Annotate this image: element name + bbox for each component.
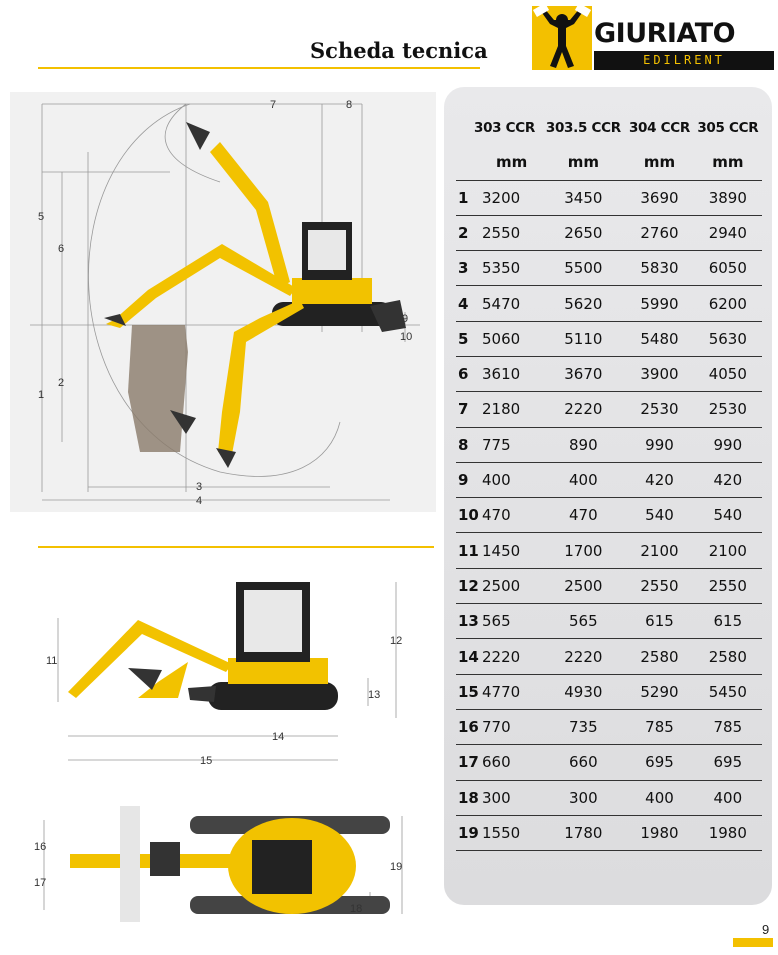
row-index: 15 — [456, 674, 482, 709]
dim-label-10: 10 — [400, 331, 413, 343]
table-row — [456, 815, 762, 850]
logo-subtitle: EDILRENT — [594, 51, 774, 70]
table-header-row — [456, 112, 762, 144]
value-cell: 4770 — [482, 674, 541, 709]
model-header: 304 CCR — [628, 120, 690, 136]
dim-label-9: 9 — [402, 313, 409, 325]
value-cell: 565 — [541, 604, 625, 639]
value-cell: 6050 — [694, 251, 762, 286]
row-index: 17 — [456, 745, 482, 780]
value-cell: 1980 — [625, 815, 693, 850]
value-cell: 470 — [541, 498, 625, 533]
value-cell: 420 — [694, 462, 762, 497]
table-row — [456, 427, 762, 462]
value-cell: 770 — [482, 709, 541, 744]
table-row — [456, 709, 762, 744]
table-row — [456, 392, 762, 427]
table-row — [456, 780, 762, 815]
value-cell: 660 — [541, 745, 625, 780]
value-cell: 5630 — [694, 321, 762, 356]
table-row — [456, 286, 762, 321]
unit-cell: mm — [694, 144, 762, 180]
value-cell: 990 — [625, 427, 693, 462]
value-cell: 2940 — [694, 215, 762, 250]
value-cell: 565 — [482, 604, 541, 639]
value-cell: 1780 — [541, 815, 625, 850]
dim-label-3: 3 — [196, 481, 203, 493]
page-number: 9 — [762, 922, 770, 937]
value-cell: 1980 — [694, 815, 762, 850]
row-index: 5 — [456, 321, 482, 356]
row-index: 7 — [456, 392, 482, 427]
value-cell: 5290 — [625, 674, 693, 709]
value-cell: 2500 — [482, 568, 541, 603]
dim-label-5: 5 — [38, 211, 45, 223]
row-index: 10 — [456, 498, 482, 533]
logo-wordmark: GIURIATO — [594, 18, 736, 49]
row-index: 13 — [456, 604, 482, 639]
value-cell: 785 — [625, 709, 693, 744]
value-cell: 2550 — [694, 568, 762, 603]
row-index: 1 — [456, 180, 482, 215]
value-cell: 3610 — [482, 356, 541, 391]
value-cell: 5060 — [482, 321, 541, 356]
model-header: 305 CCR — [697, 120, 759, 136]
value-cell: 2100 — [625, 533, 693, 568]
value-cell: 615 — [625, 604, 693, 639]
table-row — [456, 674, 762, 709]
value-cell: 5990 — [625, 286, 693, 321]
value-cell: 2220 — [482, 639, 541, 674]
value-cell: 2500 — [541, 568, 625, 603]
table-row — [456, 604, 762, 639]
section-divider — [38, 546, 434, 548]
value-cell: 775 — [482, 427, 541, 462]
dim-label-16: 16 — [34, 841, 47, 853]
units-row — [456, 144, 762, 180]
unit-cell: mm — [541, 144, 625, 180]
value-cell: 785 — [694, 709, 762, 744]
value-cell: 890 — [541, 427, 625, 462]
value-cell: 695 — [694, 745, 762, 780]
value-cell: 5450 — [694, 674, 762, 709]
dim-label-19: 19 — [390, 861, 403, 873]
row-index: 18 — [456, 780, 482, 815]
dim-label-6: 6 — [58, 243, 65, 255]
value-cell: 300 — [541, 780, 625, 815]
value-cell: 660 — [482, 745, 541, 780]
value-cell: 2650 — [541, 215, 625, 250]
table-row — [456, 745, 762, 780]
table-row — [456, 568, 762, 603]
value-cell: 695 — [625, 745, 693, 780]
value-cell: 400 — [694, 780, 762, 815]
value-cell: 2180 — [482, 392, 541, 427]
value-cell: 2530 — [694, 392, 762, 427]
value-cell: 735 — [541, 709, 625, 744]
value-cell: 2760 — [625, 215, 693, 250]
title-underline — [38, 67, 480, 69]
model-header: 303 CCR — [474, 120, 535, 136]
value-cell: 615 — [694, 604, 762, 639]
row-index: 16 — [456, 709, 482, 744]
row-index: 6 — [456, 356, 482, 391]
value-cell: 540 — [625, 498, 693, 533]
model-header: 303.5 CCR — [545, 120, 621, 136]
specs-table — [456, 112, 762, 851]
value-cell: 6200 — [694, 286, 762, 321]
row-index: 2 — [456, 215, 482, 250]
dim-label-2: 2 — [58, 377, 65, 389]
unit-cell: mm — [482, 144, 541, 180]
value-cell: 5480 — [625, 321, 693, 356]
giuriato-logo — [532, 6, 774, 70]
value-cell: 2220 — [541, 392, 625, 427]
value-cell: 3450 — [541, 180, 625, 215]
row-index: 8 — [456, 427, 482, 462]
dim-label-7: 7 — [270, 99, 277, 111]
value-cell: 4050 — [694, 356, 762, 391]
dim-label-17: 17 — [34, 877, 47, 889]
value-cell: 3200 — [482, 180, 541, 215]
value-cell: 990 — [694, 427, 762, 462]
dim-label-8: 8 — [346, 99, 353, 111]
dim-label-11: 11 — [46, 655, 58, 667]
value-cell: 5110 — [541, 321, 625, 356]
table-row — [456, 321, 762, 356]
table-row — [456, 180, 762, 215]
row-index: 11 — [456, 533, 482, 568]
value-cell: 1550 — [482, 815, 541, 850]
row-index: 19 — [456, 815, 482, 850]
value-cell: 400 — [541, 462, 625, 497]
dim-label-4: 4 — [196, 495, 203, 507]
value-cell: 2220 — [541, 639, 625, 674]
dim-label-12: 12 — [390, 635, 403, 647]
value-cell: 5470 — [482, 286, 541, 321]
value-cell: 300 — [482, 780, 541, 815]
value-cell: 2580 — [625, 639, 693, 674]
row-index: 14 — [456, 639, 482, 674]
value-cell: 420 — [625, 462, 693, 497]
dim-label-13: 13 — [368, 689, 381, 701]
row-index: 3 — [456, 251, 482, 286]
value-cell: 5620 — [541, 286, 625, 321]
row-index: 12 — [456, 568, 482, 603]
value-cell: 3890 — [694, 180, 762, 215]
value-cell: 400 — [625, 780, 693, 815]
dim-label-15: 15 — [200, 755, 213, 767]
value-cell: 2580 — [694, 639, 762, 674]
value-cell: 3900 — [625, 356, 693, 391]
transport-view-diagram — [38, 572, 434, 772]
value-cell: 2530 — [625, 392, 693, 427]
table-row — [456, 533, 762, 568]
table-row — [456, 498, 762, 533]
page-accent-bar — [733, 938, 773, 947]
dim-label-14: 14 — [272, 731, 285, 743]
dim-label-18: 18 — [350, 903, 363, 915]
table-row — [456, 356, 762, 391]
value-cell: 540 — [694, 498, 762, 533]
unit-cell: mm — [625, 144, 693, 180]
value-cell: 3690 — [625, 180, 693, 215]
page-title: Scheda tecnica — [310, 38, 488, 63]
figure-logo-icon — [532, 6, 594, 70]
table-row — [456, 639, 762, 674]
value-cell: 5830 — [625, 251, 693, 286]
value-cell: 2100 — [694, 533, 762, 568]
value-cell: 5350 — [482, 251, 541, 286]
value-cell: 470 — [482, 498, 541, 533]
value-cell: 400 — [482, 462, 541, 497]
value-cell: 5500 — [541, 251, 625, 286]
table-row — [456, 251, 762, 286]
row-index: 4 — [456, 286, 482, 321]
side-view-diagram — [10, 92, 436, 512]
table-row — [456, 462, 762, 497]
top-view-diagram — [30, 800, 430, 930]
value-cell: 3670 — [541, 356, 625, 391]
value-cell: 1700 — [541, 533, 625, 568]
value-cell: 4930 — [541, 674, 625, 709]
dim-label-1: 1 — [38, 389, 45, 401]
value-cell: 1450 — [482, 533, 541, 568]
table-row — [456, 215, 762, 250]
value-cell: 2550 — [482, 215, 541, 250]
row-index: 9 — [456, 462, 482, 497]
value-cell: 2550 — [625, 568, 693, 603]
